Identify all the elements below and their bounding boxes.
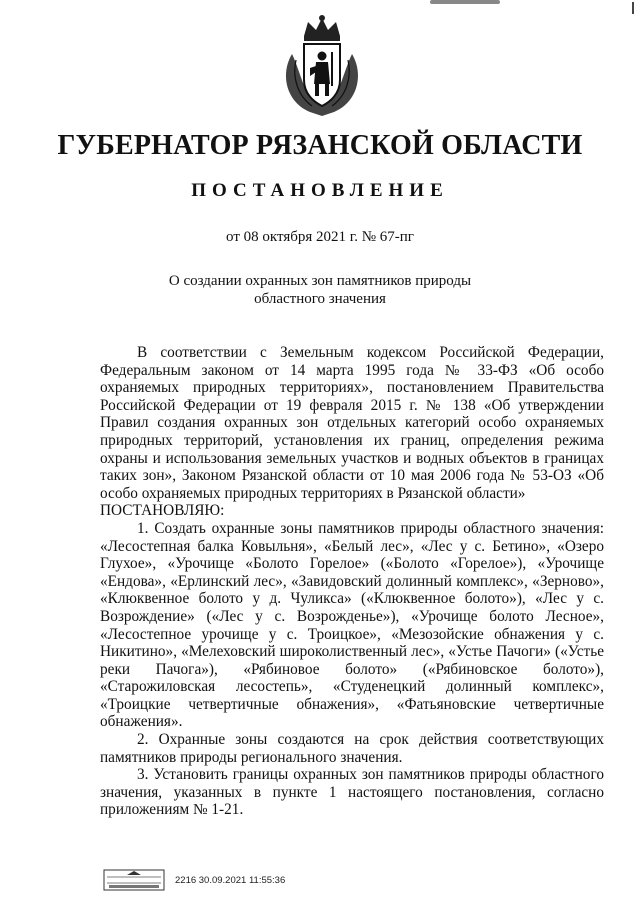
preamble-paragraph: В соответствии с Земельным кодексом Российской Федерации, Федеральным законом от 14 марта 1995 года № 33-ФЗ «Об особо охраняемых природных территориях», постановлением Правительства Российской Федерации от 19 февраля 2015 г. № 138 «Об утверждении Правил создания охранных зон отдельных категорий особо охраняемых природных территорий, установления их границ, определения режима охраны и использования земельных участков и водных объектов в границах таких зон», Законом Рязанской области от 10 мая 2006 года № 53-ОЗ «Об особо охраняемых природных территориях в Рязанской области» bbox=[100, 344, 604, 502]
document-type: ПОСТАНОВЛЕНИЕ bbox=[191, 180, 449, 201]
item-2-paragraph: 2. Охранные зоны создаются на срок действия соответствующих памятников природы регионального значения. bbox=[100, 731, 604, 766]
org-title: ГУБЕРНАТОР РЯЗАНСКОЙ ОБЛАСТИ bbox=[57, 130, 583, 161]
scan-artifact-top bbox=[430, 0, 500, 4]
decree-word: ПОСТАНОВЛЯЮ: bbox=[100, 502, 225, 520]
scan-artifact-right bbox=[632, 2, 634, 14]
registration-footer bbox=[103, 868, 285, 892]
subject-line-1: О создании охранных зон памятников природы bbox=[168, 273, 472, 289]
registration-stamp-icon bbox=[103, 869, 165, 891]
coat-of-arms-icon bbox=[270, 14, 374, 118]
document-body bbox=[100, 344, 604, 819]
item-3-paragraph: 3. Установить границы охранных зон памятников природы областного значения, указанных в пункте 1 настоящего постановления, согласно приложениям № 1-21. bbox=[100, 766, 604, 819]
subject-line-2: областного значения bbox=[254, 291, 386, 307]
document-date-number: от 08 октября 2021 г. № 67-пг bbox=[226, 229, 414, 245]
document-subject bbox=[0, 272, 640, 308]
item-1-paragraph: 1. Создать охранные зоны памятников природы областного значения: «Лесостепная балка Ковыльня», «Белый лес», «Лес у с. Бетино», «Озеро Глухое», «Урочище «Болото Горелое» («Болото «Горелое»), «Урочище «Ендова», «Ерлинский лес», «Завидовский долинный комплекс», «Зерново», «Клюквенное болото у д. Чуликса» («Клюквенное болото»), «Лес у с. Возрождение» («Лес у с. Возрожденье»), «Урочище болото Лесное», «Лесостепное урочище у с. Троицкое», «Мезозойские обнажения у с. Никитино», «Мелеховский широколиственный лес», «Устье Пачоги» («Устье реки Пачога»), «Рябиновое болото» («Рябиновское болото»), «Старожиловская лесостепь», «Студенецкий долинный комплекс», «Троицкие четвертичные обнажения», «Фатьяновские четвертичные обнажения». bbox=[100, 519, 604, 731]
registration-info: 2216 30.09.2021 11:55:36 bbox=[175, 874, 286, 886]
